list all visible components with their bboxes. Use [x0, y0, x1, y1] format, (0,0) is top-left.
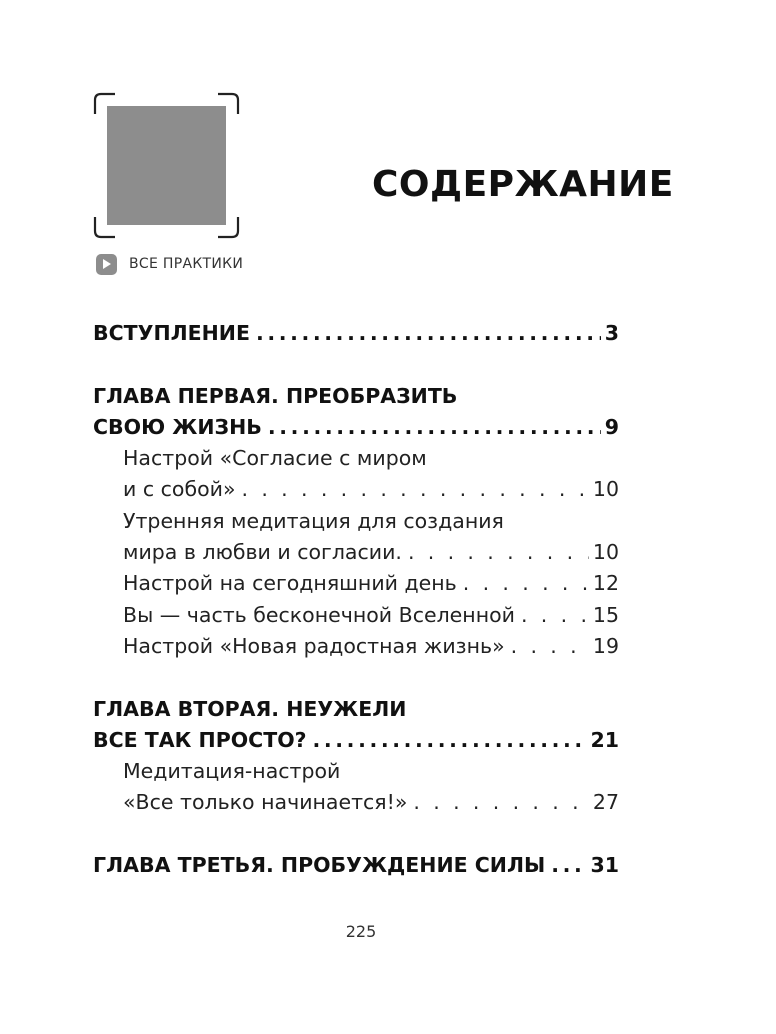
toc-entry-title: Настрой «Новая радостная жизнь»: [123, 633, 505, 658]
toc-entry-title: ГЛАВА ПЕРВАЯ. ПРЕОБРАЗИТЬ: [93, 383, 458, 408]
toc-subentry[interactable]: [93, 787, 619, 818]
toc-subentry[interactable]: [93, 631, 619, 662]
dot-leader: [551, 850, 586, 881]
dot-leader: [313, 725, 587, 756]
dot-leader: [463, 568, 589, 599]
toc-page-number: 27: [592, 790, 619, 815]
all-practices-link[interactable]: [96, 253, 243, 275]
toc-chapter-1-line1[interactable]: [93, 381, 619, 412]
table-of-contents: [93, 318, 619, 881]
toc-entry-title: Вы — часть бесконечной Вселенной: [123, 602, 515, 627]
toc-page-number: 10: [592, 540, 619, 565]
toc-subentry[interactable]: [93, 474, 619, 505]
toc-page-number: 12: [592, 571, 619, 596]
toc-subentry-line1[interactable]: [93, 443, 619, 474]
toc-page-number: 10: [592, 477, 619, 502]
toc-entry-title: ВСЕ ТАК ПРОСТО?: [93, 727, 307, 752]
page-number: 225: [345, 922, 377, 941]
page-title: СОДЕРЖАНИЕ: [372, 164, 674, 205]
toc-page-number: 9: [604, 414, 619, 439]
dot-leader: [256, 318, 601, 349]
toc-page-number: 21: [590, 727, 619, 752]
dot-leader: [511, 631, 589, 662]
toc-page-number: 15: [592, 602, 619, 627]
toc-page-number: 19: [592, 633, 619, 658]
toc-chapter-2-line1[interactable]: [93, 694, 619, 725]
dot-leader: [521, 600, 589, 631]
toc-entry-title: Медитация-настрой: [123, 759, 341, 784]
toc-page-number: 31: [590, 853, 619, 878]
toc-entry-title: Настрой «Согласие с миром: [123, 446, 427, 471]
toc-entry-title: ВСТУПЛЕНИЕ: [93, 321, 250, 345]
toc-entry-title: «Все только начинается!»: [123, 790, 408, 815]
toc-entry-title: ГЛАВА ТРЕТЬЯ. ПРОБУЖДЕНИЕ СИЛЫ: [93, 853, 546, 878]
toc-subentry[interactable]: [93, 568, 619, 599]
toc-subentry-line1[interactable]: [93, 506, 619, 537]
all-practices-label: ВСЕ ПРАКТИКИ: [129, 256, 244, 272]
toc-subentry-line1[interactable]: [93, 756, 619, 787]
qr-code-placeholder: [93, 92, 240, 239]
toc-entry-title: ГЛАВА ВТОРАЯ. НЕУЖЕЛИ: [93, 696, 407, 721]
dot-leader: [413, 787, 589, 818]
toc-entry-intro[interactable]: [93, 318, 619, 349]
toc-subentry[interactable]: [93, 600, 619, 631]
toc-chapter-2[interactable]: [93, 725, 619, 756]
toc-subentry[interactable]: [93, 537, 619, 568]
toc-entry-title: мира в любви и согласии.: [123, 540, 402, 565]
toc-entry-title: Настрой на сегодняшний день: [123, 571, 457, 596]
dot-leader: [268, 412, 601, 443]
toc-entry-title: Утренняя медитация для создания: [123, 508, 504, 533]
toc-chapter-3[interactable]: [93, 850, 619, 881]
toc-chapter-1[interactable]: [93, 412, 619, 443]
dot-leader: [408, 537, 589, 568]
toc-entry-title: и с собой»: [123, 477, 236, 502]
play-icon: [96, 254, 117, 275]
toc-page-number: 3: [604, 321, 619, 345]
dot-leader: [242, 474, 589, 505]
toc-entry-title: СВОЮ ЖИЗНЬ: [93, 414, 262, 439]
